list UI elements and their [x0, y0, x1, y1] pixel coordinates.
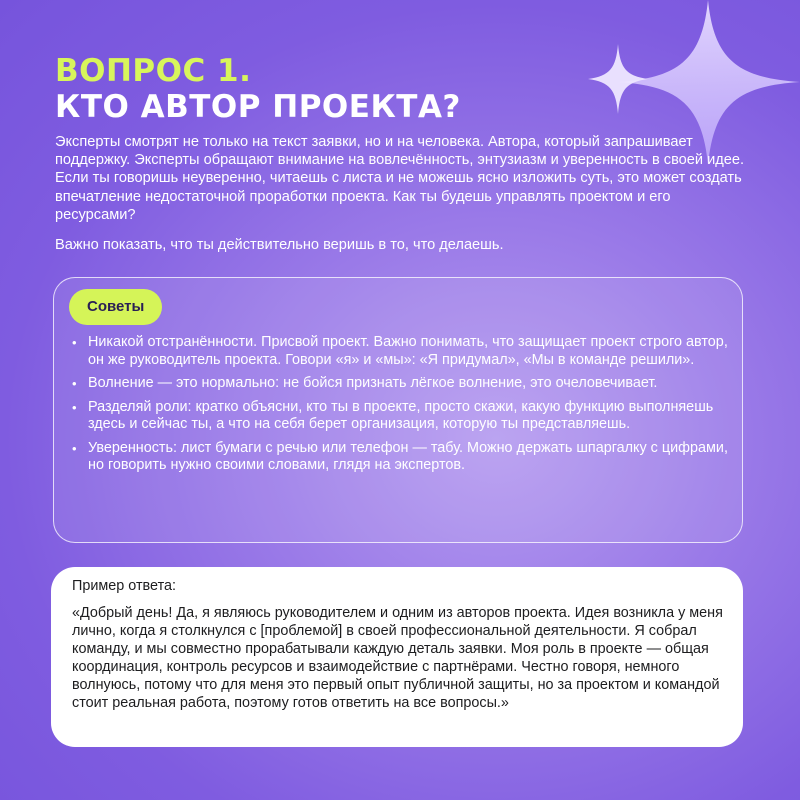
tip-text: Волнение — это нормально: не бойся признать лёгкое волнение, это очеловечивает.	[88, 375, 658, 391]
page-title-main: КТО АВТОР ПРОЕКТА?	[55, 89, 461, 125]
bullet-icon: •	[72, 440, 77, 456]
tip-text: Никакой отстранённости. Присвой проект. Важно понимать, что защищает проект строго автор, он же руководитель проекта. Говори «я» и «мы»: «Я придумал», «Мы в команде решили».	[88, 334, 728, 368]
example-answer-card	[51, 567, 743, 747]
intro-paragraph: Эксперты смотрят не только на текст заявки, но и на человека. Автора, который запрашивает поддержку. Эксперты обращают внимание на вовлечённость, энтузиазм и уверенность в своей идее. Если ты говоришь неуверенно, читаешь с листа и не можешь ясно изложить суть, это может создать впечатление недостаточной проработки проекта. Как ты будешь управлять проектом и его ресурсами?	[55, 134, 745, 223]
bullet-icon: •	[72, 376, 77, 391]
tips-badge: Советы	[69, 289, 162, 325]
bullet-icon: •	[72, 335, 77, 350]
tip-text: Разделяй роли: кратко объясни, кто ты в проекте, просто скажи, какую функцию выполняешь здесь и сейчас ты, а что на себя берет организация, которую ты представляешь.	[88, 398, 714, 432]
tip-item-ownership	[72, 334, 737, 369]
intro-emphasis: Важно показать, что ты действительно веришь в то, что делаешь.	[55, 237, 504, 253]
tips-card	[53, 277, 743, 543]
tip-item-confidence	[72, 440, 737, 475]
example-answer-text: «Добрый день! Да, я являюсь руководителем и одним из авторов проекта. Идея возникла у меня лично, когда я столкнулся с [проблемой] в своей профессиональной деятельности. Я собрал команду, и мы совместно прорабатывали каждую деталь заявки. Моя роль в проекте — общая координация, контроль ресурсов и взаимодействие с партнёрами. Честно говоря, немного волнуюсь, потому что для меня это первый опыт публичной защиты, но за проектом и командой стоит реальная работа, поэтому готов ответить на все вопросы.»	[72, 605, 723, 711]
tips-list	[72, 334, 737, 481]
sparkle-icon-small	[588, 44, 648, 114]
tip-item-nervousness	[72, 375, 737, 393]
tip-item-roles	[72, 399, 737, 434]
bullet-icon: •	[72, 399, 77, 415]
page-title-question: ВОПРОС 1.	[55, 53, 252, 89]
example-title: Пример ответа:	[72, 578, 177, 594]
tip-text: Уверенность: лист бумаги с речью или телефон — табу. Можно держать шпаргалку с цифрами, но говорить нужно своими словами, глядя на экспертов.	[88, 439, 728, 473]
